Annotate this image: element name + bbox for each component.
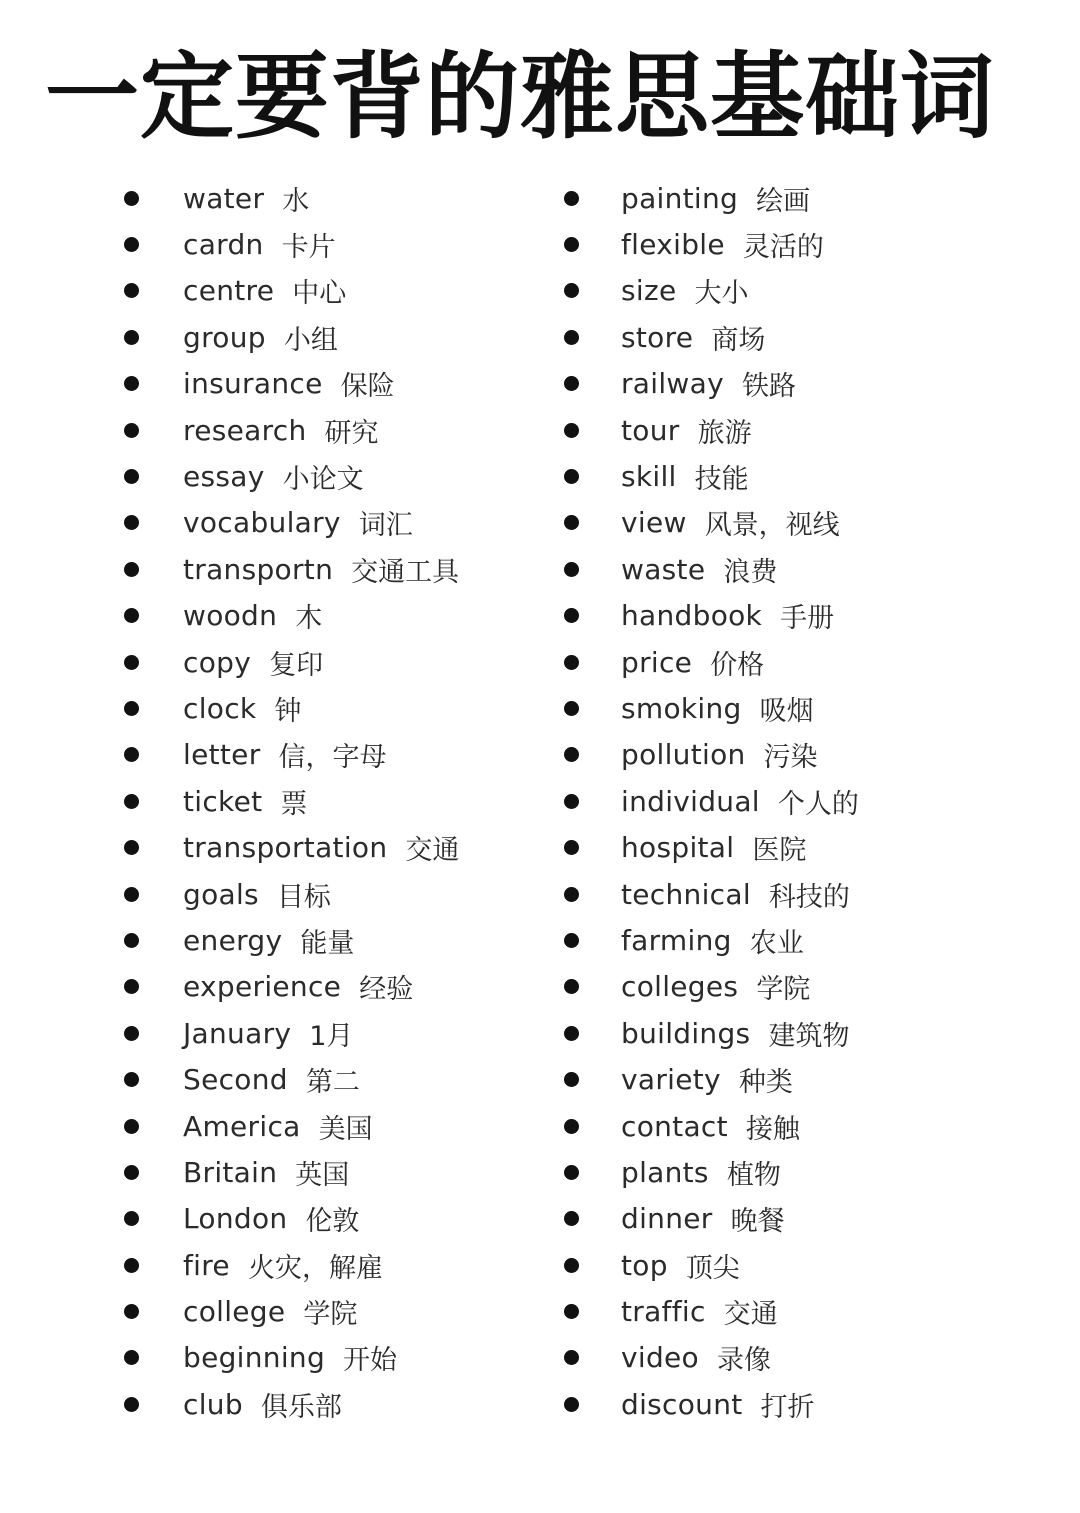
english-word: January xyxy=(183,1016,292,1050)
english-word: essay xyxy=(183,460,265,494)
chinese-meaning: 农业 xyxy=(749,927,804,959)
vocab-item xyxy=(118,1381,538,1427)
vocab-item xyxy=(558,639,1038,685)
chinese-meaning: 词汇 xyxy=(358,510,413,542)
chinese-meaning: 交通 xyxy=(723,1299,778,1331)
bullet-icon xyxy=(124,794,139,809)
english-word: video xyxy=(621,1341,699,1375)
chinese-meaning: 浪费 xyxy=(723,556,778,588)
vocab-item xyxy=(558,964,1038,1010)
english-word: goals xyxy=(183,877,259,911)
vocab-item xyxy=(558,824,1038,870)
bullet-icon xyxy=(564,1304,579,1319)
bullet-icon xyxy=(564,469,579,484)
vocab-item xyxy=(558,268,1038,314)
vocab-item xyxy=(558,1103,1038,1149)
vocab-item xyxy=(118,593,538,639)
vocab-list-right xyxy=(558,175,1038,1428)
vocab-item xyxy=(118,1242,538,1288)
bullet-icon xyxy=(564,933,579,948)
english-word: cardn xyxy=(183,228,264,262)
vocab-item xyxy=(118,1335,538,1381)
bullet-icon xyxy=(124,376,139,391)
bullet-icon xyxy=(564,655,579,670)
vocab-item xyxy=(118,1149,538,1195)
english-word: individual xyxy=(621,784,760,818)
english-word: fire xyxy=(183,1248,230,1282)
english-word: variety xyxy=(621,1063,721,1097)
chinese-meaning: 钟 xyxy=(274,695,302,727)
chinese-meaning: 技能 xyxy=(694,464,749,496)
vocab-item xyxy=(118,964,538,1010)
vocab-item xyxy=(558,1242,1038,1288)
bullet-icon xyxy=(564,1258,579,1273)
vocab-item xyxy=(118,917,538,963)
english-word: skill xyxy=(621,460,677,494)
chinese-meaning: 开始 xyxy=(343,1345,398,1377)
chinese-meaning: 经验 xyxy=(359,974,414,1006)
english-word: letter xyxy=(183,738,261,772)
english-word: painting xyxy=(621,181,739,215)
english-word: pollution xyxy=(621,738,746,772)
english-word: dinner xyxy=(621,1202,713,1236)
vocab-item xyxy=(558,1381,1038,1427)
bullet-icon xyxy=(124,1350,139,1365)
chinese-meaning: 个人的 xyxy=(777,788,859,820)
bullet-icon xyxy=(564,979,579,994)
english-word: experience xyxy=(183,970,342,1004)
chinese-meaning: 种类 xyxy=(738,1067,793,1099)
vocab-item xyxy=(118,361,538,407)
english-word: colleges xyxy=(621,970,739,1004)
vocab-item xyxy=(118,778,538,824)
vocab-item xyxy=(558,871,1038,917)
english-word: ticket xyxy=(183,784,263,818)
english-word: railway xyxy=(621,367,724,401)
vocab-item xyxy=(558,1335,1038,1381)
english-word: handbook xyxy=(621,599,763,633)
english-word: America xyxy=(183,1109,301,1143)
english-word: plants xyxy=(621,1155,709,1189)
vocab-item xyxy=(558,593,1038,639)
bullet-icon xyxy=(124,515,139,530)
english-word: energy xyxy=(183,923,283,957)
vocab-item xyxy=(558,453,1038,499)
bullet-icon xyxy=(124,423,139,438)
english-word: college xyxy=(183,1295,286,1329)
chinese-meaning: 1月 xyxy=(309,1020,354,1052)
english-word: London xyxy=(183,1202,288,1236)
chinese-meaning: 价格 xyxy=(710,649,765,681)
english-word: tour xyxy=(621,413,680,447)
chinese-meaning: 风景，视线 xyxy=(704,510,840,542)
chinese-meaning: 能量 xyxy=(300,927,355,959)
vocab-item xyxy=(558,732,1038,778)
english-word: hospital xyxy=(621,831,735,865)
chinese-meaning: 小组 xyxy=(283,324,338,356)
bullet-icon xyxy=(564,237,579,252)
vocab-item xyxy=(558,546,1038,592)
english-word: transportn xyxy=(183,552,334,586)
vocab-item xyxy=(118,175,538,221)
chinese-meaning: 信，字母 xyxy=(278,742,387,774)
vocab-item xyxy=(118,500,538,546)
vocab-item xyxy=(558,221,1038,267)
chinese-meaning: 复印 xyxy=(269,649,324,681)
vocab-item xyxy=(118,639,538,685)
vocab-item xyxy=(118,1056,538,1102)
bullet-icon xyxy=(124,283,139,298)
bullet-icon xyxy=(124,979,139,994)
english-word: size xyxy=(621,274,677,308)
bullet-icon xyxy=(564,747,579,762)
english-word: copy xyxy=(183,645,252,679)
chinese-meaning: 中心 xyxy=(292,278,347,310)
bullet-icon xyxy=(564,1211,579,1226)
chinese-meaning: 铁路 xyxy=(741,371,796,403)
bullet-icon xyxy=(564,1165,579,1180)
vocab-item xyxy=(558,1010,1038,1056)
chinese-meaning: 污染 xyxy=(763,742,818,774)
vocab-item xyxy=(558,314,1038,360)
english-word: vocabulary xyxy=(183,506,341,540)
chinese-meaning: 吸烟 xyxy=(759,695,814,727)
chinese-meaning: 录像 xyxy=(716,1345,771,1377)
bullet-icon xyxy=(124,1258,139,1273)
chinese-meaning: 建筑物 xyxy=(768,1020,850,1052)
english-word: contact xyxy=(621,1109,728,1143)
chinese-meaning: 火灾，解雇 xyxy=(247,1252,383,1284)
bullet-icon xyxy=(564,701,579,716)
english-word: club xyxy=(183,1387,243,1421)
chinese-meaning: 票 xyxy=(280,788,308,820)
bullet-icon xyxy=(124,747,139,762)
chinese-meaning: 打折 xyxy=(760,1391,815,1423)
english-word: clock xyxy=(183,691,257,725)
chinese-meaning: 保险 xyxy=(340,371,395,403)
bullet-icon xyxy=(564,515,579,530)
bullet-icon xyxy=(124,237,139,252)
chinese-meaning: 水 xyxy=(282,185,310,217)
bullet-icon xyxy=(124,1072,139,1087)
bullet-icon xyxy=(124,469,139,484)
chinese-meaning: 绘画 xyxy=(756,185,811,217)
bullet-icon xyxy=(564,423,579,438)
chinese-meaning: 目标 xyxy=(276,881,331,913)
english-word: beginning xyxy=(183,1341,326,1375)
chinese-meaning: 英国 xyxy=(295,1159,350,1191)
vocab-item xyxy=(558,917,1038,963)
page-title: 一定要背的雅思基础词 xyxy=(44,43,995,152)
bullet-icon xyxy=(564,1397,579,1412)
bullet-icon xyxy=(564,191,579,206)
vocab-item xyxy=(558,500,1038,546)
chinese-meaning: 卡片 xyxy=(281,232,336,264)
bullet-icon xyxy=(564,562,579,577)
vocab-item xyxy=(558,1288,1038,1334)
chinese-meaning: 晚餐 xyxy=(730,1206,785,1238)
chinese-meaning: 第二 xyxy=(305,1067,360,1099)
english-word: flexible xyxy=(621,228,725,262)
chinese-meaning: 学院 xyxy=(303,1299,358,1331)
vocab-item xyxy=(558,361,1038,407)
chinese-meaning: 商场 xyxy=(711,324,766,356)
bullet-icon xyxy=(124,655,139,670)
english-word: store xyxy=(621,320,694,354)
english-word: traffic xyxy=(621,1295,706,1329)
vocab-item xyxy=(118,314,538,360)
vocab-item xyxy=(118,546,538,592)
bullet-icon xyxy=(124,887,139,902)
english-word: top xyxy=(621,1248,668,1282)
bullet-icon xyxy=(124,1397,139,1412)
english-word: insurance xyxy=(183,367,323,401)
vocab-item xyxy=(118,824,538,870)
bullet-icon xyxy=(564,794,579,809)
chinese-meaning: 俱乐部 xyxy=(260,1391,342,1423)
english-word: woodn xyxy=(183,599,278,633)
vocab-item xyxy=(118,1288,538,1334)
english-word: Britain xyxy=(183,1155,278,1189)
chinese-meaning: 大小 xyxy=(694,278,749,310)
bullet-icon xyxy=(564,1119,579,1134)
english-word: technical xyxy=(621,877,751,911)
chinese-meaning: 植物 xyxy=(726,1159,781,1191)
chinese-meaning: 灵活的 xyxy=(742,232,824,264)
chinese-meaning: 科技的 xyxy=(768,881,850,913)
bullet-icon xyxy=(124,562,139,577)
chinese-meaning: 交通工具 xyxy=(351,556,460,588)
vocab-item xyxy=(558,175,1038,221)
vocab-item xyxy=(118,407,538,453)
bullet-icon xyxy=(564,608,579,623)
bullet-icon xyxy=(124,1165,139,1180)
bullet-icon xyxy=(564,840,579,855)
bullet-icon xyxy=(124,933,139,948)
bullet-icon xyxy=(564,330,579,345)
english-word: view xyxy=(621,506,687,540)
chinese-meaning: 顶尖 xyxy=(685,1252,740,1284)
bullet-icon xyxy=(564,1026,579,1041)
vocab-item xyxy=(118,871,538,917)
english-word: water xyxy=(183,181,265,215)
english-word: group xyxy=(183,320,266,354)
vocab-item xyxy=(558,1056,1038,1102)
bullet-icon xyxy=(124,840,139,855)
vocab-item xyxy=(118,732,538,778)
vocab-item xyxy=(558,778,1038,824)
bullet-icon xyxy=(124,330,139,345)
bullet-icon xyxy=(564,1072,579,1087)
vocab-item xyxy=(118,1103,538,1149)
english-word: centre xyxy=(183,274,275,308)
vocab-item xyxy=(558,1196,1038,1242)
english-word: Second xyxy=(183,1063,288,1097)
vocab-item xyxy=(118,1196,538,1242)
bullet-icon xyxy=(124,1211,139,1226)
vocab-item xyxy=(558,407,1038,453)
english-word: smoking xyxy=(621,691,742,725)
vocab-item xyxy=(118,685,538,731)
chinese-meaning: 接触 xyxy=(745,1113,800,1145)
bullet-icon xyxy=(564,376,579,391)
chinese-meaning: 医院 xyxy=(752,835,807,867)
vocab-item xyxy=(118,221,538,267)
english-word: buildings xyxy=(621,1016,751,1050)
bullet-icon xyxy=(124,1304,139,1319)
vocab-item xyxy=(118,1010,538,1056)
vocab-item xyxy=(118,453,538,499)
english-word: waste xyxy=(621,552,706,586)
bullet-icon xyxy=(564,887,579,902)
chinese-meaning: 小论文 xyxy=(282,464,364,496)
chinese-meaning: 手册 xyxy=(780,603,835,635)
vocab-item xyxy=(558,685,1038,731)
chinese-meaning: 旅游 xyxy=(697,417,752,449)
vocab-list-left xyxy=(118,175,538,1428)
bullet-icon xyxy=(124,608,139,623)
bullet-icon xyxy=(124,1026,139,1041)
bullet-icon xyxy=(124,191,139,206)
bullet-icon xyxy=(124,1119,139,1134)
bullet-icon xyxy=(564,283,579,298)
bullet-icon xyxy=(564,1350,579,1365)
english-word: research xyxy=(183,413,307,447)
english-word: farming xyxy=(621,923,732,957)
chinese-meaning: 美国 xyxy=(318,1113,373,1145)
bullet-icon xyxy=(124,701,139,716)
vocab-item xyxy=(118,268,538,314)
english-word: discount xyxy=(621,1387,743,1421)
chinese-meaning: 伦敦 xyxy=(305,1206,360,1238)
chinese-meaning: 学院 xyxy=(756,974,811,1006)
vocab-item xyxy=(558,1149,1038,1195)
chinese-meaning: 木 xyxy=(295,603,323,635)
chinese-meaning: 交通 xyxy=(405,835,460,867)
chinese-meaning: 研究 xyxy=(324,417,379,449)
english-word: transportation xyxy=(183,831,388,865)
english-word: price xyxy=(621,645,693,679)
